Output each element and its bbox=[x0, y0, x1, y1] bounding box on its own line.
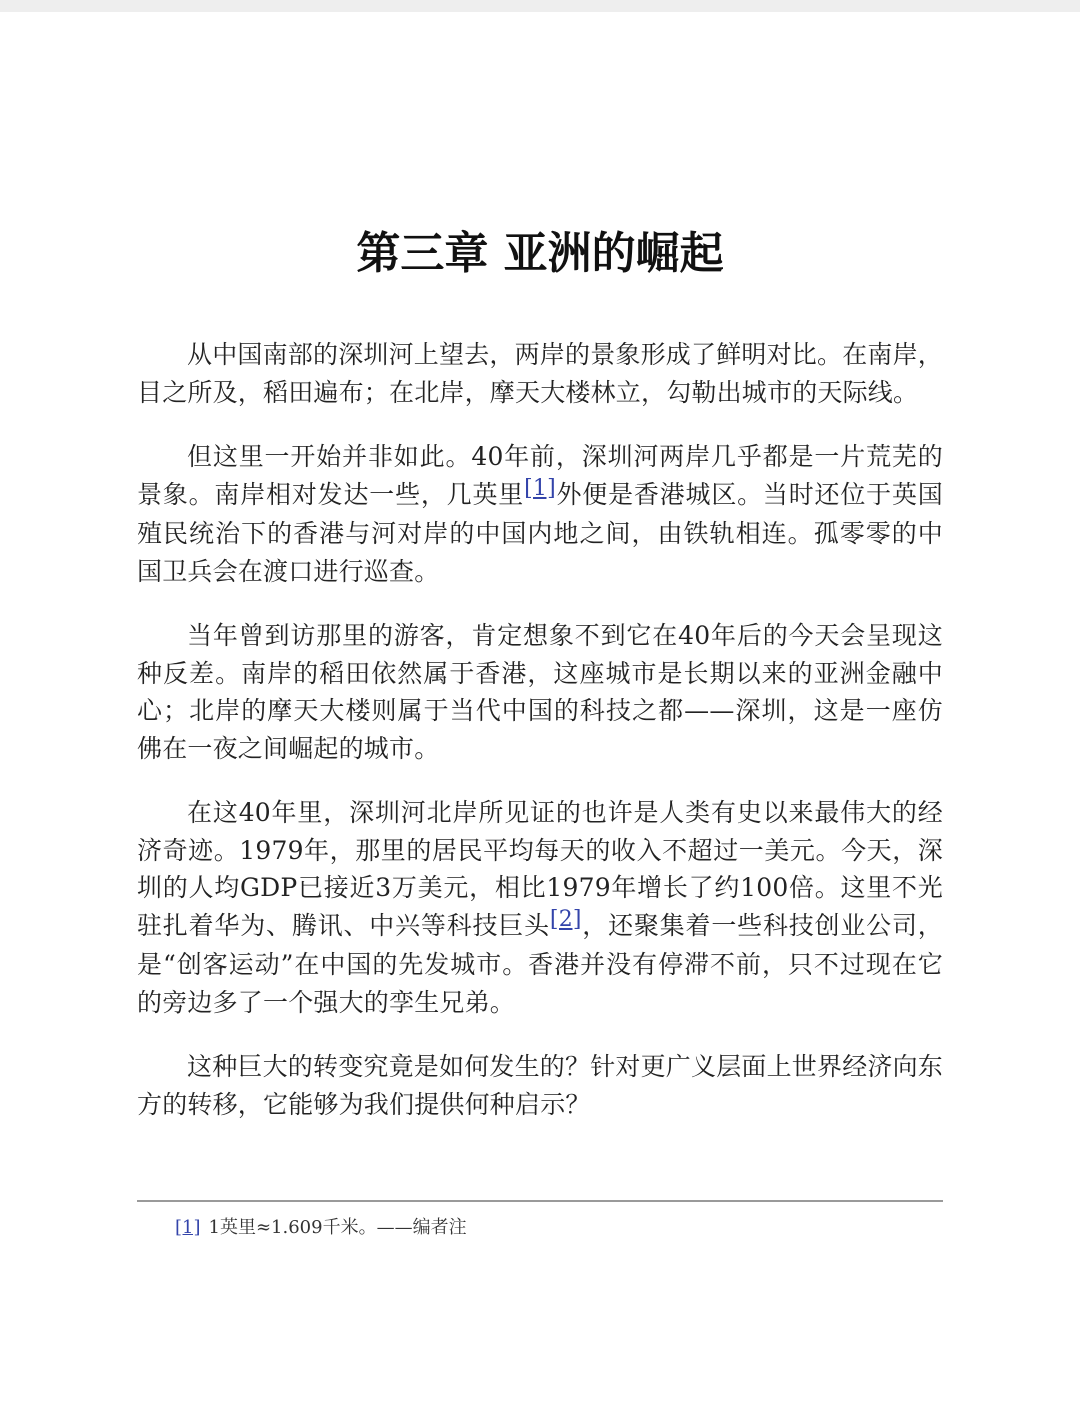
paragraph-1: 从中国南部的深圳河上望去，两岸的景象形成了鲜明对比。在南岸，目之所及，稻田遍布；在北岸，摩天大楼林立，勾勒出城市的天际线。 bbox=[137, 340, 944, 407]
footnote-1 bbox=[175, 1214, 467, 1242]
paragraph-4-text-after: ，还聚集着一些科技创业公司，是“创客运动”在中国的先发城市。香港并没有停滞不前，只不过现在它的旁边多了一个强大的孪生兄弟。 bbox=[137, 910, 943, 1017]
footnote-1-text: 1英里≈1.609千米。——编者注 bbox=[208, 1217, 467, 1238]
paragraph-3: 当年曾到访那里的游客，肯定想象不到它在40年后的今天会呈现这种反差。南岸的稻田依然属于香港，这座城市是长期以来的亚洲金融中心；北岸的摩天大楼则属于当代中国的科技之都——深圳，这是一座仿佛在一夜之间崛起的城市。 bbox=[137, 621, 943, 763]
paragraph-2 bbox=[137, 438, 943, 590]
footnote-ref-2[interactable]: [2] bbox=[549, 906, 582, 932]
paragraph-2-text-before: 但这里一开始并非如此。40年前，深圳河两岸几乎都是一片荒芜的景象。南岸相对发达一些，几英里 bbox=[137, 442, 943, 509]
paragraph-5: 这种巨大的转变究竟是如何发生的？针对更广义层面上世界经济向东方的转移，它能够为我们提供何种启示？ bbox=[137, 1052, 944, 1119]
footnote-backlink-1[interactable]: [1] bbox=[175, 1217, 201, 1238]
paragraph-4-text-before: 在这40年里，深圳河北岸所见证的也许是人类有史以来最伟大的经济奇迹。1979年，那里的居民平均每天的收入不超过一美元。今天，深圳的人均GDP已接近3万美元，相比1979年增长了约100倍。这里不光驻扎着华为、腾讯、中兴等科技巨头 bbox=[137, 798, 943, 940]
chapter-title: 第三章 亚洲的崛起 bbox=[356, 228, 724, 279]
footnote-divider bbox=[137, 1200, 943, 1202]
footnote-ref-1[interactable]: [1] bbox=[524, 475, 556, 501]
paragraph-2-text-after: 外便是香港城区。当时还位于英国殖民统治下的香港与河对岸的中国内地之间，由铁轨相连。孤零零的中国卫兵会在渡口进行巡查。 bbox=[137, 479, 943, 586]
chapter-body bbox=[137, 336, 943, 1150]
top-status-strip bbox=[0, 0, 1080, 12]
paragraph-4 bbox=[137, 794, 943, 1021]
